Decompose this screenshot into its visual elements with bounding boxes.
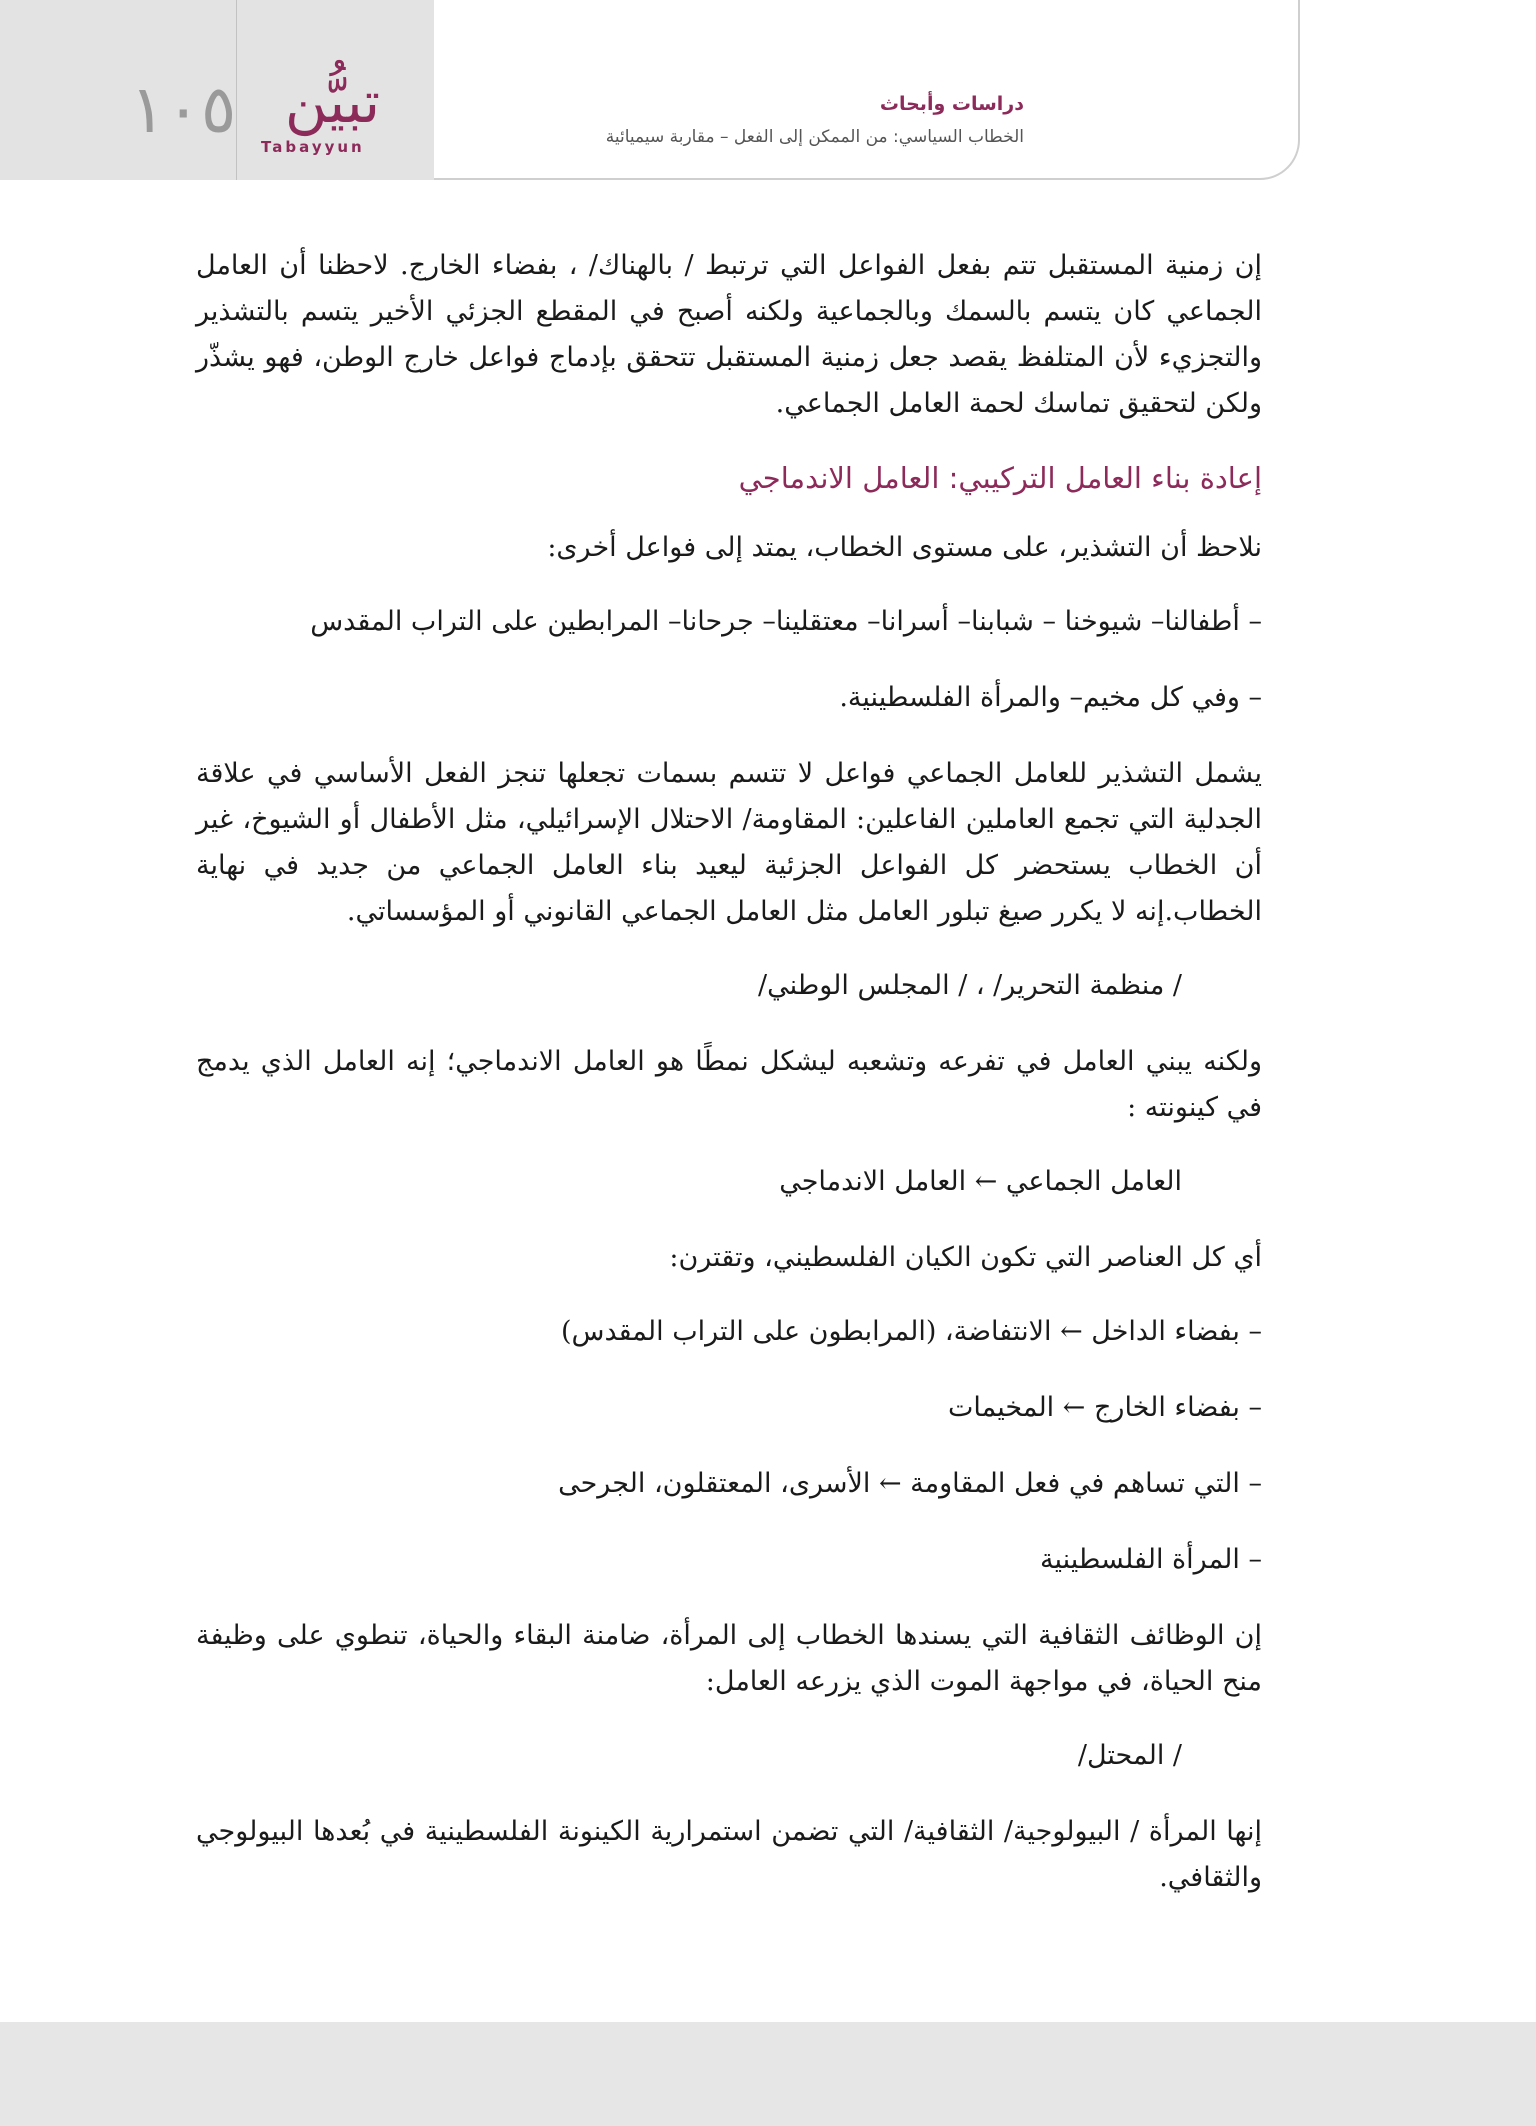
paragraph: إن الوظائف الثقافية التي يسندها الخطاب إلى المرأة، ضامنة البقاء والحياة، تنطوي على وظيفة منح الحياة، في مواجهة الموت الذي يزرعه العامل: — [196, 1620, 1262, 1697]
logo-arabic-text: تبيُّن — [284, 68, 381, 136]
section-label: دراسات وأبحاث — [879, 93, 1024, 115]
quote-line: / منظمة التحرير/ ، / المجلس الوطني/ — [758, 970, 1182, 1001]
article-title: الخطاب السياسي: من الممكن إلى الفعل – مقاربة سيميائية — [605, 127, 1024, 147]
section-heading: إعادة بناء العامل التركيبي: العامل الاندماجي — [738, 461, 1262, 495]
quote-line: / المحتل/ — [1077, 1740, 1182, 1771]
list-item: – المرأة الفلسطينية — [1039, 1544, 1262, 1575]
list-item: – وفي كل مخيم– والمرأة الفلسطينية. — [839, 682, 1262, 713]
paragraph: يشمل التشذير للعامل الجماعي فواعل لا تتسم بسمات تجعلها تنجز الفعل الأساسي في علاقة الجدلية التي تجمع العاملين الفاعلين: المقاومة/ الاحتلال الإسرائيلي، مثل الأطفال أو الشيوخ، غير أن الخطاب يستحضر كل الفواعل الجزئية ليعيد بناء العامل الجماعي من جديد في نهاية الخطاب.إنه لا يكرر صيغ تبلور العامل مثل العامل الجماعي القانوني أو المؤسساتي. — [196, 758, 1262, 927]
journal-logo — [255, 66, 410, 166]
paragraph: إنها المرأة / البيولوجية/ الثقافية/ التي تضمن استمرارية الكينونة الفلسطينية في بُعدها البيولوجي والثقافي. — [196, 1816, 1262, 1893]
logo-latin-text: Tabayyun — [261, 138, 365, 156]
list-item: – التي تساهم في فعل المقاومة ← الأسرى، المعتقلون، الجرحى — [558, 1468, 1262, 1499]
list-item: – أطفالنا– شيوخنا – شبابنا– أسرانا– معتقلينا– جرحانا– المرابطين على التراب المقدس — [310, 606, 1262, 637]
running-header — [0, 0, 1300, 180]
paragraph: نلاحظ أن التشذير، على مستوى الخطاب، يمتد إلى فواعل أخرى: — [547, 532, 1262, 563]
article-body — [196, 243, 1262, 1929]
page-number: ١٠٥ — [130, 71, 237, 148]
paragraph: ولكنه يبني العامل في تفرعه وتشعبه ليشكل نمطًا هو العامل الاندماجي؛ إنه العامل الذي يدمج في كينونته : — [196, 1046, 1262, 1123]
formula-line: العامل الجماعي ← العامل الاندماجي — [779, 1166, 1182, 1197]
list-item: – بفضاء الداخل ← الانتفاضة، (المرابطون على التراب المقدس) — [560, 1316, 1262, 1347]
paragraph: إن زمنية المستقبل تتم بفعل الفواعل التي ترتبط / بالهناك/ ، بفضاء الخارج. لاحظنا أن العامل الجماعي كان يتسم بالسمك وبالجماعية ولكنه أصبح في المقطع الجزئي الأخير يتسم بالتشذير والتجزيء لأن المتلفظ يقصد جعل زمنية المستقبل تتحقق بإدماج فواعل خارج الوطن، فهو يشذّر ولكن لتحقيق تماسك لحمة العامل الجماعي. — [196, 250, 1262, 419]
paragraph: أي كل العناصر التي تكون الكيان الفلسطيني، وتقترن: — [669, 1242, 1262, 1273]
header-divider — [236, 0, 237, 180]
footer-band — [0, 2022, 1536, 2126]
list-item: – بفضاء الخارج ← المخيمات — [948, 1392, 1262, 1423]
